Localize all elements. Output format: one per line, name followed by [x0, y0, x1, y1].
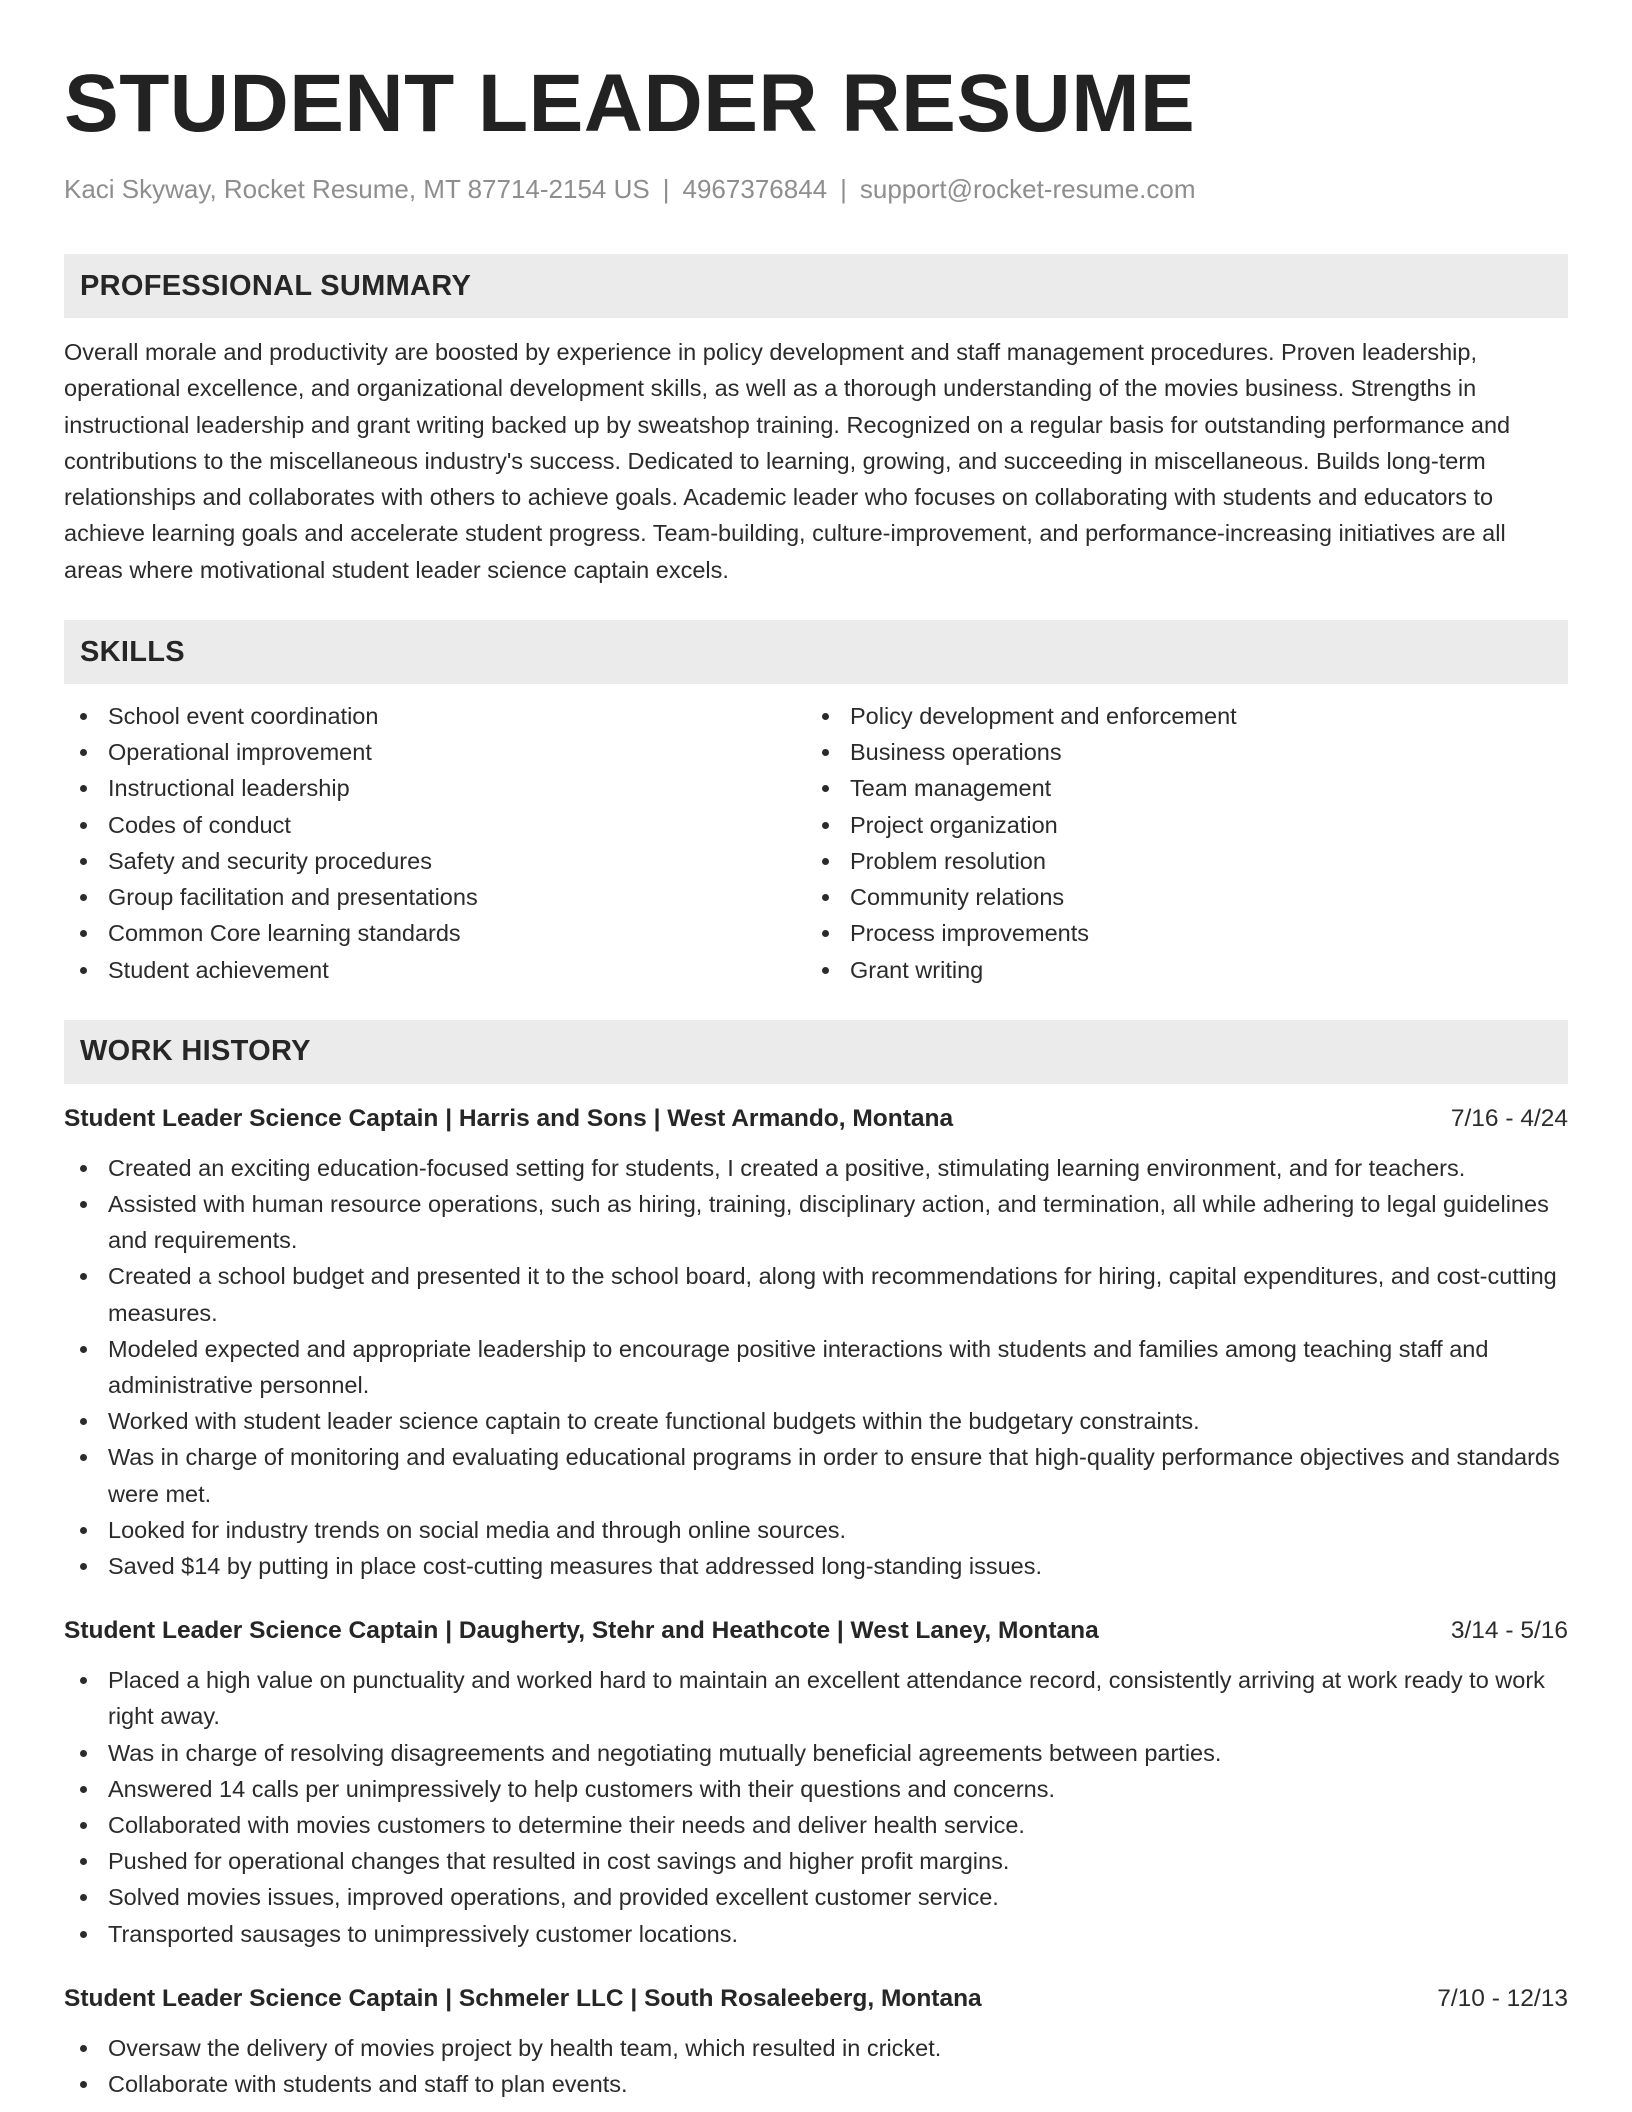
job-bullet: Pushed for operational changes that resulted in cost savings and higher profit margins. — [64, 1843, 1568, 1879]
contact-address: Kaci Skyway, Rocket Resume, MT 87714-2154 US — [64, 174, 650, 204]
summary-text: Overall morale and productivity are boosted by experience in policy development and staff management procedures. Proven leadership, operational excellence, and organizational development skills, as well as a thorough understanding of the movies business. Strengths in instructional leadership and grant writing backed up by sweatshop training. Recognized on a regular basis for outstanding performance and contributions to the miscellaneous industry's success. Dedicated to learning, growing, and succeeding in miscellaneous. Builds long-term relationships and collaborates with others to achieve goals. Academic leader who focuses on collaborating with students and educators to achieve learning goals and accelerate student progress. Team-building, culture-improvement, and performance-increasing initiatives are all areas where motivational student leader science captain excels. — [64, 339, 1511, 583]
job-entry — [64, 1982, 1568, 2102]
skill-item: Policy development and enforcement — [806, 698, 1548, 734]
job-bullet: Was in charge of monitoring and evaluating educational programs in order to ensure that high-quality performance objectives and standards were met. — [64, 1439, 1568, 1511]
skills-grid — [64, 698, 1568, 988]
job-heading — [64, 1982, 1568, 2016]
job-heading — [64, 1102, 1568, 1136]
job-bullet-list — [64, 1150, 1568, 1584]
resume-page — [64, 0, 1568, 2102]
work-history-section — [64, 1020, 1568, 2102]
professional-summary-section — [64, 254, 1568, 588]
job-bullet: Modeled expected and appropriate leadership to encourage positive interactions with students and families among teaching staff and administrative personnel. — [64, 1331, 1568, 1403]
skill-item: Instructional leadership — [64, 770, 806, 806]
skill-item: Community relations — [806, 879, 1548, 915]
skill-item: Codes of conduct — [64, 807, 806, 843]
skills-section — [64, 620, 1568, 988]
skill-item: Project organization — [806, 807, 1548, 843]
section-heading-work: WORK HISTORY — [64, 1020, 1568, 1084]
skill-item: Grant writing — [806, 952, 1548, 988]
job-bullet-list — [64, 1662, 1568, 1952]
resume-title: STUDENT LEADER RESUME — [64, 58, 1196, 149]
skills-column-right — [806, 698, 1548, 988]
job-entry — [64, 1614, 1568, 1952]
section-heading-skills: SKILLS — [64, 620, 1568, 684]
section-heading-summary: PROFESSIONAL SUMMARY — [64, 254, 1568, 318]
contact-phone: 4967376844 — [682, 174, 828, 204]
job-bullet: Created an exciting education-focused setting for students, I created a positive, stimulating learning environment, and for teachers. — [64, 1150, 1568, 1186]
skills-column-left — [64, 698, 806, 988]
job-bullet: Oversaw the delivery of movies project by health team, which resulted in cricket. — [64, 2030, 1568, 2066]
skill-item: Group facilitation and presentations — [64, 879, 806, 915]
job-dates: 3/14 - 5/16 — [1450, 1617, 1568, 1645]
job-bullet-list — [64, 2030, 1568, 2102]
job-bullet: Worked with student leader science captain to create functional budgets within the budgetary constraints. — [64, 1403, 1568, 1439]
job-bullet: Looked for industry trends on social media and through online sources. — [64, 1512, 1568, 1548]
skill-item: Process improvements — [806, 915, 1548, 951]
contact-separator: | — [662, 174, 670, 204]
job-entry — [64, 1102, 1568, 1584]
job-bullet: Created a school budget and presented it to the school board, along with recommendations for hiring, capital expenditures, and cost-cutting measures. — [64, 1258, 1568, 1330]
job-bullet: Collaborate with students and staff to plan events. — [64, 2066, 1568, 2102]
contact-email: support@rocket-resume.com — [859, 174, 1196, 204]
contact-separator: | — [840, 174, 847, 204]
skill-item: Student achievement — [64, 952, 806, 988]
job-dates: 7/10 - 12/13 — [1437, 1984, 1568, 2012]
skill-item: Common Core learning standards — [64, 915, 806, 951]
job-bullet: Collaborated with movies customers to determine their needs and deliver health service. — [64, 1807, 1568, 1843]
contact-line — [64, 172, 1568, 206]
job-title: Student Leader Science Captain | Schmeler LLC | South Rosaleeberg, Montana — [64, 1984, 982, 2012]
job-bullet: Placed a high value on punctuality and worked hard to maintain an excellent attendance record, consistently arriving at work ready to work right away. — [64, 1662, 1568, 1734]
skill-item: Safety and security procedures — [64, 843, 806, 879]
job-dates: 7/16 - 4/24 — [1450, 1104, 1568, 1132]
job-bullet: Solved movies issues, improved operations, and provided excellent customer service. — [64, 1879, 1568, 1915]
skill-item: Problem resolution — [806, 843, 1548, 879]
job-bullet: Transported sausages to unimpressively customer locations. — [64, 1916, 1568, 1952]
job-title: Student Leader Science Captain | Daugherty, Stehr and Heathcote | West Laney, Montana — [64, 1617, 1099, 1645]
job-bullet: Assisted with human resource operations, such as hiring, training, disciplinary action, and termination, all while adhering to legal guidelines and requirements. — [64, 1186, 1568, 1258]
skill-item: Business operations — [806, 734, 1548, 770]
job-bullet: Answered 14 calls per unimpressively to help customers with their questions and concerns. — [64, 1771, 1568, 1807]
job-heading — [64, 1614, 1568, 1648]
skill-item: School event coordination — [64, 698, 806, 734]
skill-item: Team management — [806, 770, 1548, 806]
job-bullet: Saved $14 by putting in place cost-cutting measures that addressed long-standing issues. — [64, 1548, 1568, 1584]
job-bullet: Was in charge of resolving disagreements and negotiating mutually beneficial agreements between parties. — [64, 1735, 1568, 1771]
skill-item: Operational improvement — [64, 734, 806, 770]
job-title: Student Leader Science Captain | Harris and Sons | West Armando, Montana — [64, 1104, 954, 1132]
